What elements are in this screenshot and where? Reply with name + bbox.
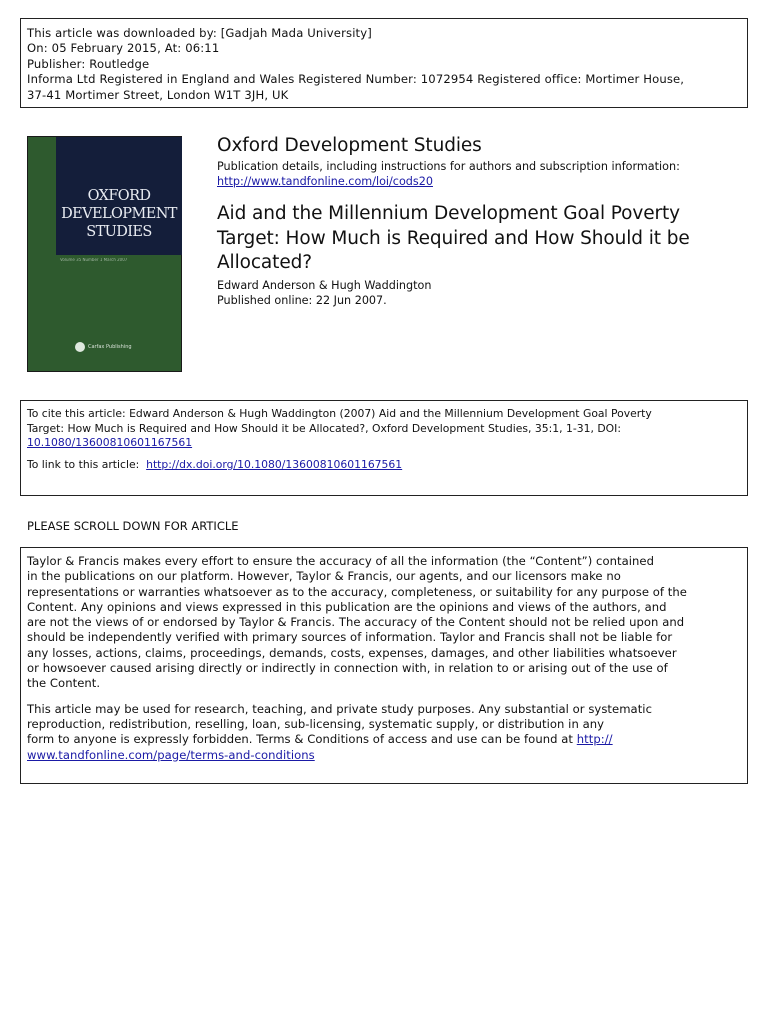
article-authors: Edward Anderson & Hugh Waddington <box>217 278 432 292</box>
scroll-down-notice: PLEASE SCROLL DOWN FOR ARTICLE <box>27 519 239 533</box>
journal-info <box>217 134 737 308</box>
disclaimer-line: in the publications on our platform. However, Taylor & Francis, our agents, and our licensors make no <box>27 569 621 584</box>
address-line: 37-41 Mortimer Street, London W1T 3JH, UK <box>27 87 289 102</box>
disclaimer-line: should be independently verified with primary sources of information. Taylor and Francis shall not be liable for <box>27 630 673 645</box>
article-link-line <box>27 458 741 473</box>
cover-title-line: DEVELOPMENT <box>61 206 177 222</box>
usage-line-text: form to anyone is expressly forbidden. Terms & Conditions of access and use can be found at <box>27 732 577 747</box>
usage-terms-paragraph <box>27 702 741 763</box>
doi-line <box>27 436 741 451</box>
disclaimer-line: or howsoever caused arising directly or indirectly in connection with, in relation to or arising out of the use of <box>27 661 668 676</box>
download-info-line: This article was downloaded by: [Gadjah Mada University] <box>27 26 372 40</box>
publication-details: Publication details, including instructions for authors and subscription information: <box>217 160 680 173</box>
article-title-line: Allocated? <box>217 252 312 273</box>
usage-line: reproduction, redistribution, reselling, loan, sub-licensing, systematic supply, or distribution in any <box>27 716 605 731</box>
disclaimer-line: representations or warranties whatsoever as to the accuracy, completeness, or suitability for any purpose of the <box>27 584 687 599</box>
cover-title-line: OXFORD <box>87 188 151 204</box>
article-title-line: Aid and the Millennium Development Goal Poverty <box>217 203 681 224</box>
published-date: Published online: 22 Jun 2007. <box>217 293 387 307</box>
usage-line: This article may be used for research, teaching, and private study purposes. Any substantial or systematic <box>27 701 652 716</box>
registration-line: Informa Ltd Registered in England and Wales Registered Number: 1072954 Registered office: Mortimer House, <box>27 72 685 87</box>
terms-conditions-link[interactable]: www.tandfonline.com/page/terms-and-conditions <box>27 747 315 762</box>
terms-link-start[interactable]: http:// <box>576 732 613 747</box>
download-date-line: On: 05 February 2015, At: 06:11 <box>27 41 220 56</box>
disclaimer-line: the Content. <box>27 676 101 691</box>
article-title-line: Target: How Much is Required and How Should it be <box>217 227 690 249</box>
publisher-line: Publisher: Routledge <box>27 56 150 71</box>
disclaimer-line: any losses, actions, claims, proceedings, demands, costs, expenses, damages, and other liabilities whatsoever <box>27 645 677 660</box>
article-title <box>217 202 737 276</box>
usage-line-with-link <box>27 748 741 763</box>
disclaimer-paragraph <box>27 554 741 692</box>
usage-line-with-link <box>27 732 741 747</box>
publisher-logo-icon <box>75 342 85 352</box>
disclaimer-line: Taylor & Francis makes every effort to ensure the accuracy of all the information (the “Content”) contained <box>27 554 655 568</box>
cover-title-line: STUDIES <box>86 224 152 240</box>
citation-line: To cite this article: Edward Anderson & Hugh Waddington (2007) Aid and the Millennium Development Goal Poverty <box>27 407 652 420</box>
doi-link[interactable]: 10.1080/13600810601167561 <box>27 436 193 450</box>
journal-url-link[interactable]: http://www.tandfonline.com/loi/cods20 <box>217 175 433 188</box>
publisher-logo-text: Carfax Publishing <box>88 344 132 350</box>
cover-volume-text: Volume 35 Number 1 March 2007 <box>60 258 128 261</box>
journal-title: Oxford Development Studies <box>217 135 482 156</box>
disclaimer-line: Content. Any opinions and views expressed in this publication are the opinions and views of the authors, and <box>27 599 667 614</box>
cover-publisher-logo <box>75 341 145 353</box>
citation-line: Target: How Much is Required and How Should it be Allocated?, Oxford Development Studies, 35:1, 1-31, DOI: <box>27 421 621 435</box>
article-doi-url-link[interactable]: http://dx.doi.org/10.1080/13600810601167561 <box>146 457 403 471</box>
citation-box <box>20 400 748 496</box>
cover-title <box>56 187 182 241</box>
journal-cover-image <box>27 136 182 372</box>
download-info-box <box>20 18 748 108</box>
journal-url-line <box>217 174 737 189</box>
disclaimer-box <box>20 547 748 784</box>
article-link-label: To link to this article: <box>27 457 140 471</box>
disclaimer-line: are not the views of or endorsed by Taylor & Francis. The accuracy of the Content should not be relied upon and <box>27 615 685 630</box>
